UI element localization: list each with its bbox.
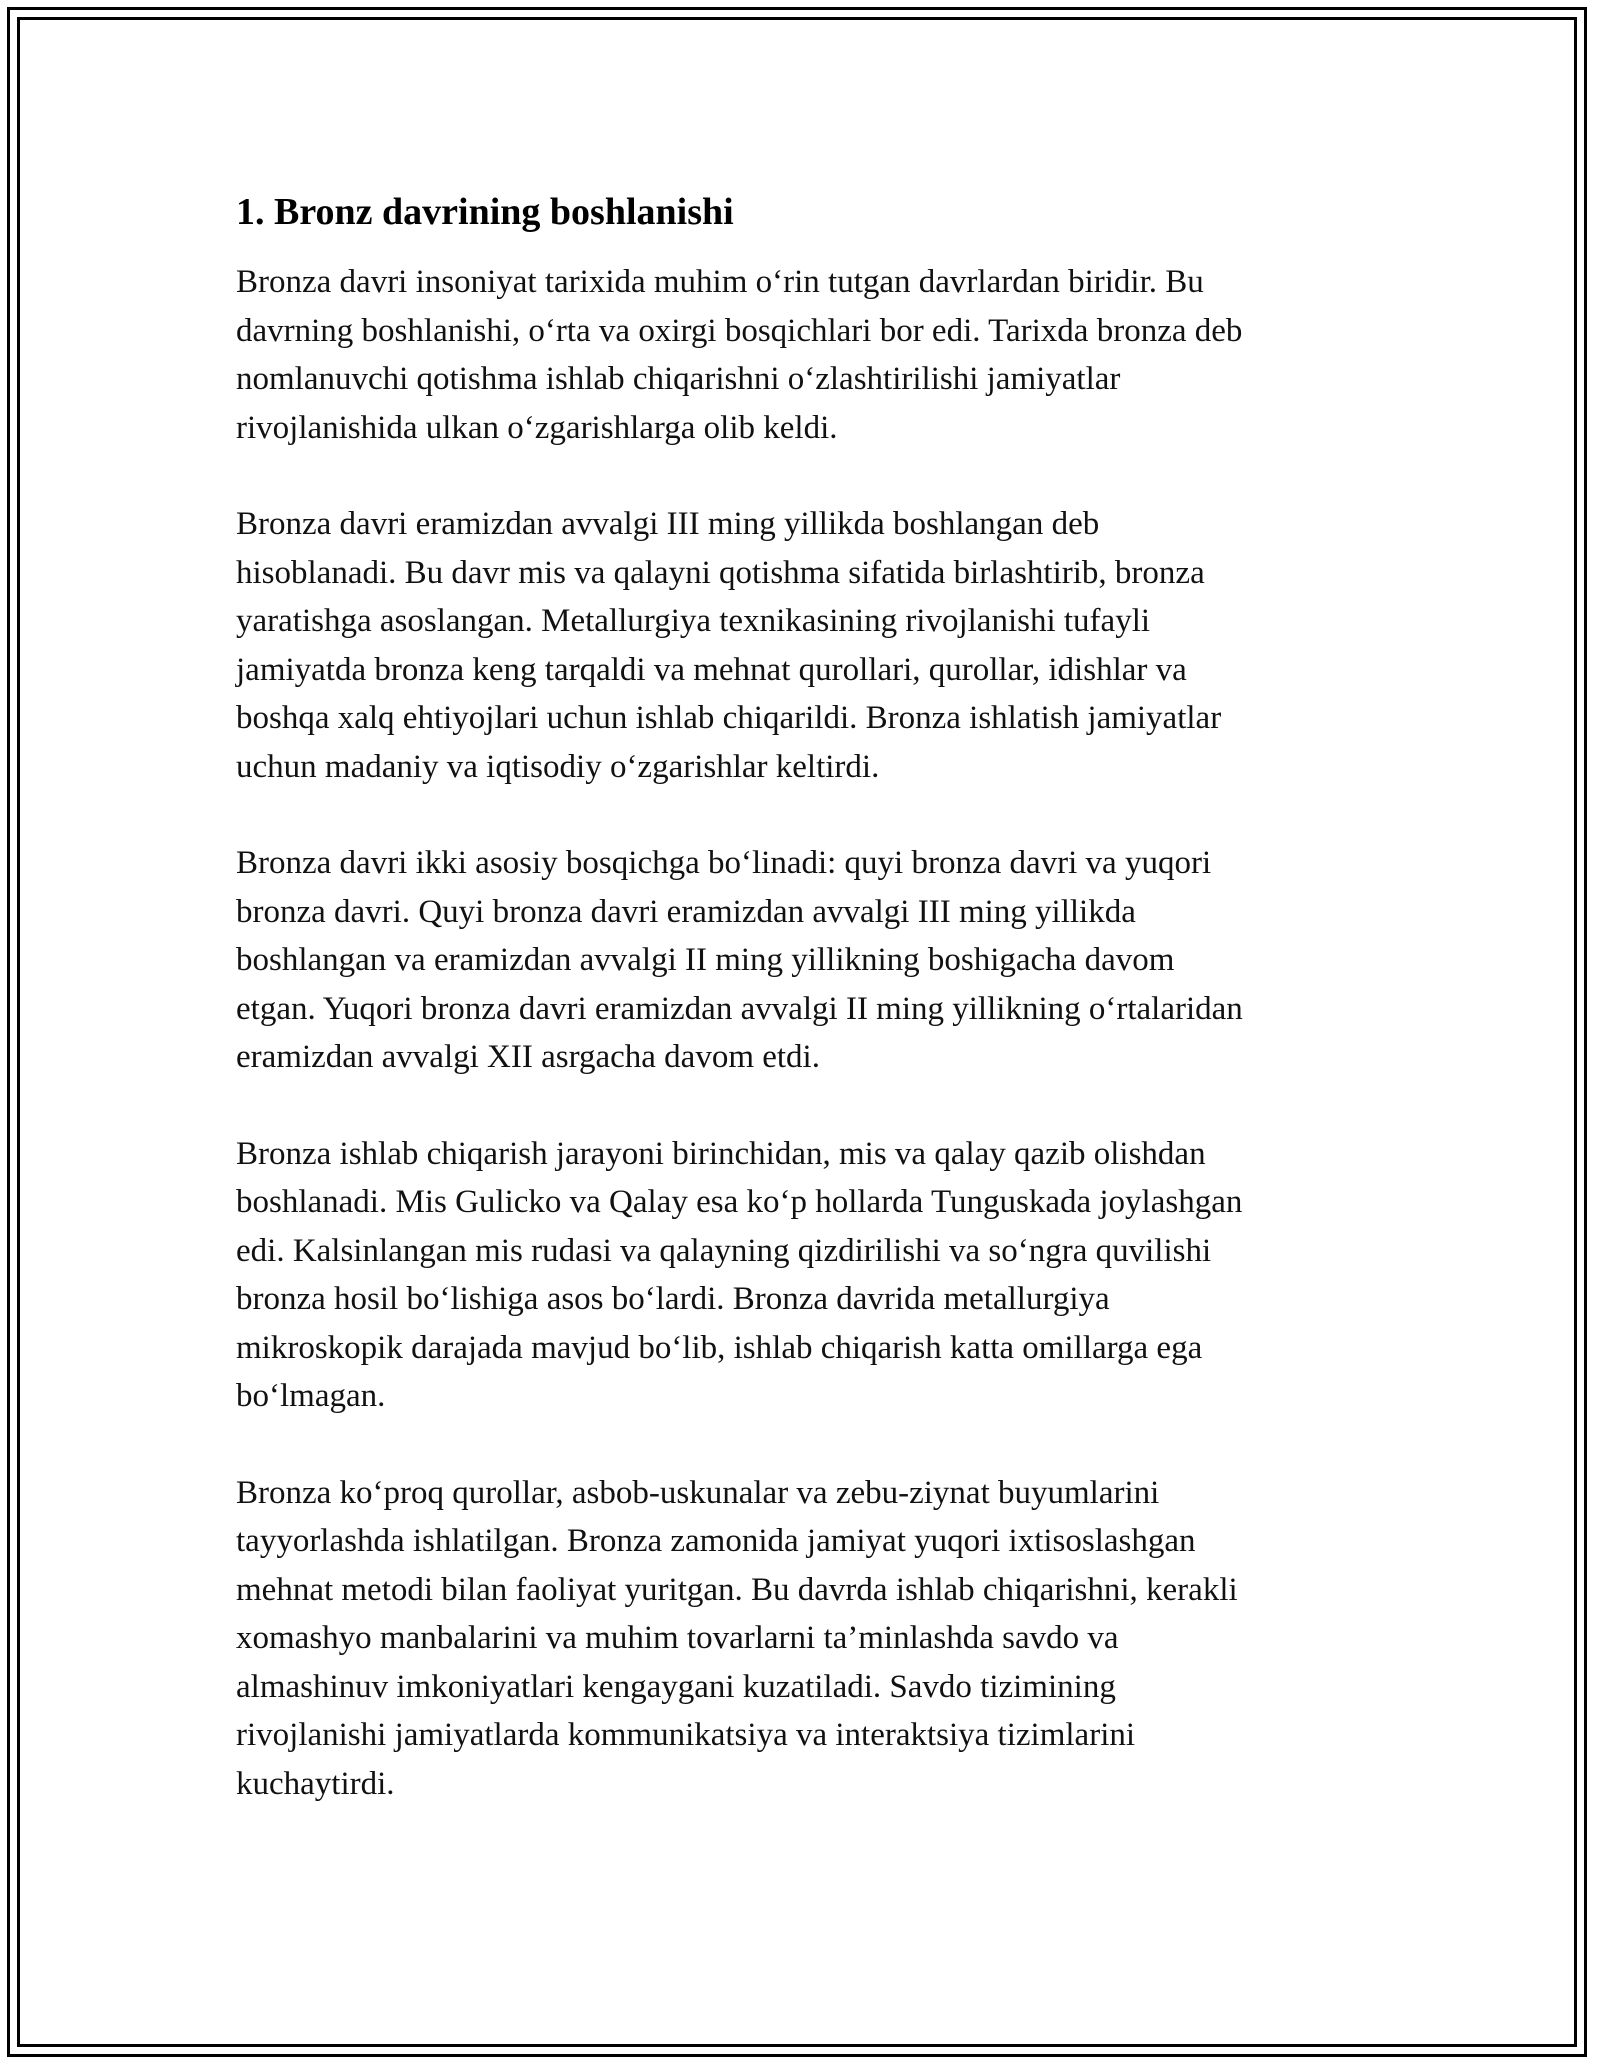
text-line: jamiyatda bronza keng tarqaldi va mehnat qurollari, qurollar, idishlar va <box>236 651 1187 688</box>
text-line: Bronza ishlab chiqarish jarayoni birinchidan, mis va qalay qazib olishdan <box>236 1135 1206 1172</box>
paragraph-5 <box>236 1469 1366 1809</box>
paragraph-2 <box>236 500 1366 791</box>
text-line: Bronza davri eramizdan avvalgi III ming yillikda boshlangan deb <box>236 506 1100 542</box>
text-line: bronza davri. Quyi bronza davri eramizdan avvalgi III ming yillikda <box>236 893 1136 930</box>
text-line: boshlanadi. Mis Gulicko va Qalay esa ko‘p hollarda Tunguskada joylashgan <box>236 1184 1243 1220</box>
text-line: bo‘lmagan. <box>236 1378 386 1414</box>
text-line: etgan. Yuqori bronza davri eramizdan avvalgi II ming yillikning o‘rtalaridan <box>236 990 1243 1027</box>
paragraph-4 <box>236 1130 1366 1421</box>
text-line: bronza hosil bo‘lishiga asos bo‘lardi. Bronza davrida metallurgiya <box>236 1281 1110 1317</box>
text-line: yaratishga asoslangan. Metallurgiya texnikasining rivojlanishi tufayli <box>236 603 1151 639</box>
paragraph-1 <box>236 258 1366 452</box>
text-line: hisoblanadi. Bu davr mis va qalayni qotishma sifatida birlashtirib, bronza <box>236 554 1205 591</box>
document-body <box>236 188 1366 1856</box>
text-line: xomashyo manbalarini va muhim tovarlarni ta’minlashda savdo va <box>236 1620 1119 1656</box>
text-line: mehnat metodi bilan faoliyat yuritgan. Bu davrda ishlab chiqarishni, kerakli <box>236 1571 1238 1608</box>
text-line: tayyorlashda ishlatilgan. Bronza zamonida jamiyat yuqori ixtisoslashgan <box>236 1523 1196 1559</box>
text-line: nomlanuvchi qotishma ishlab chiqarishni o‘zlashtirilishi jamiyatlar <box>236 361 1121 397</box>
text-line: almashinuv imkoniyatlari kengaygani kuzatiladi. Savdo tizimining <box>236 1668 1116 1705</box>
text-line: rivojlanishida ulkan o‘zgarishlarga olib keldi. <box>236 409 838 446</box>
text-line: boshqa xalq ehtiyojlari uchun ishlab chiqarildi. Bronza ishlatish jamiyatlar <box>236 700 1222 736</box>
text-line: eramizdan avvalgi XII asrgacha davom etdi. <box>236 1039 820 1075</box>
text-line: kuchaytirdi. <box>236 1765 395 1802</box>
text-line: davrning boshlanishi, o‘rta va oxirgi bosqichlari bor edi. Tarixda bronza deb <box>236 312 1243 349</box>
paragraph-3 <box>236 839 1366 1082</box>
text-line: Bronza davri ikki asosiy bosqichga bo‘linadi: quyi bronza davri va yuqori <box>236 845 1212 881</box>
text-line: Bronza davri insoniyat tarixida muhim o‘rin tutgan davrlardan biridir. Bu <box>236 264 1204 300</box>
text-line: boshlangan va eramizdan avvalgi II ming yillikning boshigacha davom <box>236 942 1175 978</box>
text-line: mikroskopik darajada mavjud bo‘lib, ishlab chiqarish katta omillarga ega <box>236 1329 1203 1366</box>
text-line: uchun madaniy va iqtisodiy o‘zgarishlar keltirdi. <box>236 748 880 785</box>
text-line: Bronza ko‘proq qurollar, asbob-uskunalar va zebu-ziynat buyumlarini <box>236 1474 1160 1511</box>
text-line: edi. Kalsinlangan mis rudasi va qalayning qizdirilishi va so‘ngra quvilishi <box>236 1232 1212 1269</box>
section-heading: 1. Bronz davrining boshlanishi <box>236 191 734 233</box>
text-line: rivojlanishi jamiyatlarda kommunikatsiya va interaktsiya tizimlarini <box>236 1717 1136 1753</box>
